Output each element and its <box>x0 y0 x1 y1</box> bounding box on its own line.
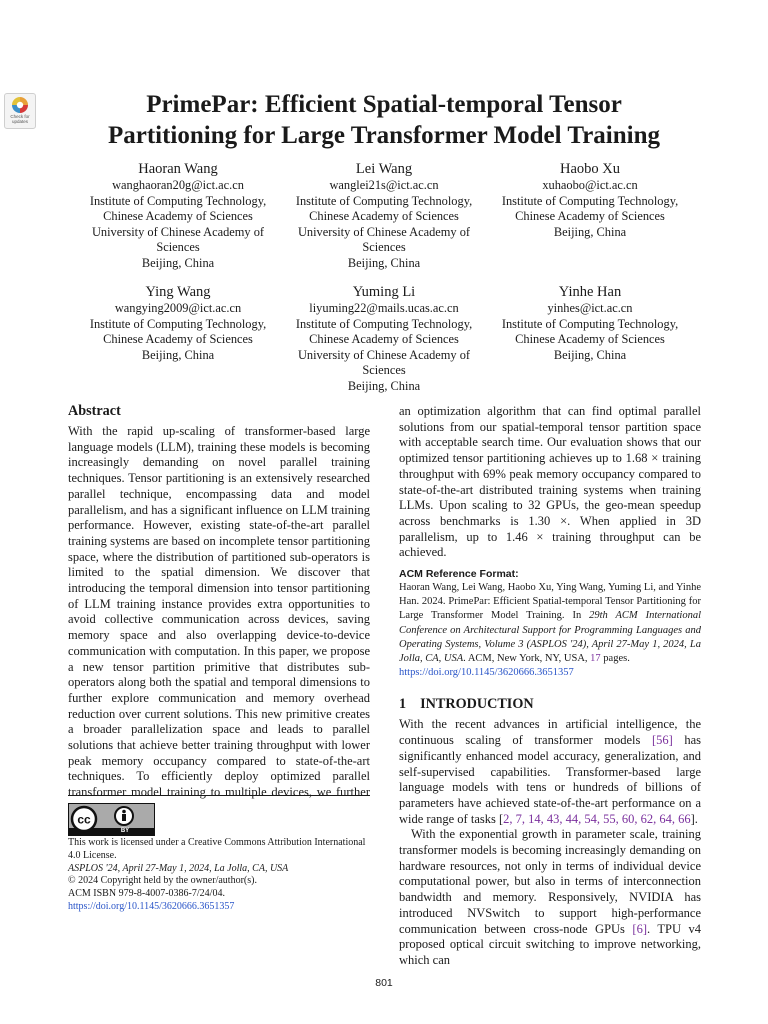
paragraph-text: has significantly enhanced model accuracy, generalization, and self-supervised capabilities. Transformer-based large language models with tens or hundreds of billions of parameters have achieved state-of-the-art performance on a wide range of tasks [ <box>399 733 701 826</box>
author-affiliation: Chinese Academy of Sciences <box>309 332 459 346</box>
author-affiliation: University of Chinese Academy of <box>297 347 471 362</box>
author-affiliation: Beijing, China <box>347 378 421 393</box>
author-email: wangying2009@ict.ac.cn <box>114 301 242 315</box>
paragraph-text: . TPU v4 proposed optical circuit switching to improve networking, which can <box>399 921 701 967</box>
isbn: ACM ISBN 979-8-4007-0386-7/24/04. <box>68 888 225 900</box>
author-block <box>281 160 487 271</box>
reference-text: . ACM, New York, NY, USA, <box>463 653 591 665</box>
author-block <box>75 160 281 271</box>
intro-paragraph <box>399 827 701 968</box>
author-email: xuhaobo@ict.ac.cn <box>542 178 638 192</box>
author-affiliation: Beijing, China <box>553 224 627 239</box>
doi-link[interactable]: https://doi.org/10.1145/3620666.3651357 <box>68 900 235 912</box>
author-affiliation: Chinese Academy of Sciences <box>515 332 665 346</box>
author-name: Haoran Wang <box>138 161 218 177</box>
section-number: 1 <box>399 696 407 713</box>
reference-doi-link[interactable]: https://doi.org/10.1145/3620666.3651357 <box>399 667 574 679</box>
author-affiliation: Beijing, China <box>553 347 627 362</box>
author-name: Yuming Li <box>352 284 416 300</box>
author-name: Ying Wang <box>145 284 211 300</box>
citation-link[interactable]: [56] <box>651 733 673 748</box>
author-affiliation: Institute of Computing Technology, <box>501 316 679 331</box>
license-block <box>68 837 370 914</box>
author-name: Yinhe Han <box>558 284 622 300</box>
abstract-heading: Abstract <box>68 403 121 419</box>
author-affiliation: Sciences <box>362 363 406 377</box>
acm-reference-body <box>399 581 701 680</box>
copyright: © 2024 Copyright held by the owner/author(s). <box>68 875 257 887</box>
reference-text: pages. <box>600 653 630 665</box>
author-affiliation: Institute of Computing Technology, <box>89 193 267 208</box>
author-affiliation: Chinese Academy of Sciences <box>515 209 665 223</box>
author-affiliation: Institute of Computing Technology, <box>501 193 679 208</box>
reference-text: Haoran Wang, Lei Wang, Haobo Xu, Ying Wang, Yuming Li, and Yinhe Han. 2024. PrimePar: Efficient Spatial-temporal Tensor Partitioning for Large Transformer Model Training. In <box>399 582 701 622</box>
author-block <box>487 160 693 240</box>
creative-commons-icon <box>69 804 154 835</box>
page-count-link[interactable]: 17 <box>590 653 601 665</box>
author-email: wanghaoran20g@ict.ac.cn <box>112 178 244 192</box>
author-email: yinhes@ict.ac.cn <box>547 301 633 315</box>
author-affiliation: Chinese Academy of Sciences <box>309 209 459 223</box>
abstract-text: With the rapid up-scaling of transformer-based large language models (LLM), training these models is becoming increasingly demanding on novel parallel training techniques. Tensor partitioning is an extensively researched parallel technique, encompassing data and model parallelism, and has a significant influence on LLM training performance. However, existing state-of-the-art parallel training systems are based on incomplete tensor partitioning space, where the distribution of partitioned sub-operators is limited to the spatial dimension. We discover that introducing the temporal dimension into tensor partitioning of LLM training instance provides extra opportunities to avoid collective communication across devices, saving memory space and also overlapping device-to-device communication with computation. In this paper, we propose a new tensor partition primitive that distributes sub-operators along both the spatial and temporal dimensions to further explore communication and memory overhead reduction over current solutions. This new primitive creates a broader parallelization space and leads to parallel solutions that achieve better training throughput with lower peak memory occupancy compared to state-of-the-art techniques. To efficiently deploy optimized parallel transformer model training to multiple devices, we further <box>68 424 370 800</box>
acm-reference-heading: ACM Reference Format: <box>399 568 519 581</box>
paper-title <box>40 89 728 151</box>
intro-paragraph <box>399 717 701 827</box>
author-affiliation: Chinese Academy of Sciences <box>103 209 253 223</box>
author-affiliation: Sciences <box>156 240 200 254</box>
author-affiliation: University of Chinese Academy of <box>297 224 471 239</box>
author-block <box>281 283 487 394</box>
paragraph-text: ]. <box>690 811 698 826</box>
citation-link[interactable]: 2, 7, 14, 43, 44, 54, 55, 60, 62, 64, 66 <box>503 811 691 826</box>
author-affiliation: Chinese Academy of Sciences <box>103 332 253 346</box>
paragraph-text: With the exponential growth in parameter scale, training transformer models is becoming increasingly demanding on hardware resources, not only in terms of individual device computational power, but also in terms of interconnection bandwidth and memory. Responsively, NVIDIA has introduced NVSwitch to support high-performance communication between cross-node GPUs <box>399 827 701 936</box>
title-line-1: PrimePar: Efficient Spatial-temporal Tensor <box>146 91 622 118</box>
cc-by-label: BY <box>120 828 130 834</box>
author-affiliation: Institute of Computing Technology, <box>295 316 473 331</box>
author-affiliation: University of Chinese Academy of <box>91 224 265 239</box>
paragraph-text: With the recent advances in artificial intelligence, the continuous scaling of transformer models <box>399 717 701 748</box>
acm-reference <box>399 567 701 680</box>
author-email: liyuming22@mails.ucas.ac.cn <box>309 301 459 315</box>
reference-venue: 29th ACM International Conference on Architectural Support for Programming Languages and Operating Systems, Volume 3 (ASPLOS '24), April 27-May 1, 2024, La Jolla, CA, USA <box>399 610 701 665</box>
page-number: 801 <box>375 977 393 989</box>
author-email: wanglei21s@ict.ac.cn <box>329 178 439 192</box>
author-block <box>75 283 281 363</box>
svg-text:cc: cc <box>77 812 91 827</box>
citation-link[interactable]: [6] <box>632 921 647 936</box>
author-affiliation: Beijing, China <box>141 255 215 270</box>
conference-info: ASPLOS '24, April 27-May 1, 2024, La Jolla, CA, USA <box>68 862 289 874</box>
cc-by-license-badge[interactable] <box>68 803 155 836</box>
title-line-2: Partitioning for Large Transformer Model Training <box>107 122 661 149</box>
section-title: INTRODUCTION <box>420 696 534 713</box>
author-affiliation: Beijing, China <box>347 255 421 270</box>
check-for-updates-badge[interactable] <box>4 93 36 129</box>
author-affiliation: Sciences <box>362 240 406 254</box>
author-affiliation: Institute of Computing Technology, <box>89 316 267 331</box>
right-column <box>399 404 701 969</box>
author-block <box>487 283 693 363</box>
section-heading-introduction <box>399 696 701 713</box>
author-name: Haobo Xu <box>559 161 620 177</box>
crossmark-icon <box>10 96 30 114</box>
author-affiliation: Beijing, China <box>141 347 215 362</box>
author-affiliation: Institute of Computing Technology, <box>295 193 473 208</box>
abstract-section <box>68 403 370 817</box>
license-statement: This work is licensed under a Creative Commons Attribution International 4.0 License. <box>68 837 366 861</box>
badge-label: Check for updates <box>10 114 30 124</box>
footnote-divider <box>68 795 370 796</box>
abstract-continued: an optimization algorithm that can find optimal parallel solutions from our spatial-temporal tensor partition space with acceptable search time. Our evaluation shows that our optimized tensor partitioning achieves up to 1.68 × training throughput with 69% peak memory occupancy compared to state-of-the-art distributed training systems when training LLMs. Upon scaling to 32 GPUs, the geo-mean speedup across benchmarks is 1.30 ×. When applied in 3D parallelism, up to 1.46 × training throughput can be achieved. <box>399 404 701 560</box>
author-name: Lei Wang <box>355 161 413 177</box>
